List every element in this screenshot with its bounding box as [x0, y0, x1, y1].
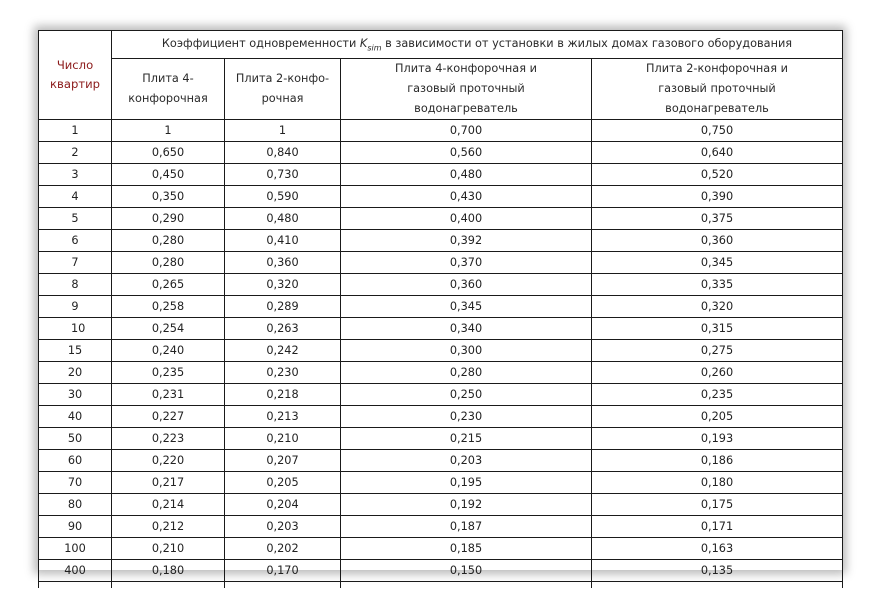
cell-apartments: 80 — [39, 494, 112, 516]
header-col-stove2-heater: Плита 2-конфорочная и газовый проточный водонагреватель — [592, 59, 843, 120]
cell-stove2: 0,202 — [225, 538, 341, 560]
table-row — [39, 252, 843, 274]
table-row — [39, 450, 843, 472]
table-row — [39, 362, 843, 384]
cell-stove2: 0,170 — [225, 560, 341, 582]
cell-stove2: 0,242 — [225, 340, 341, 362]
cell-stove2: 0,410 — [225, 230, 341, 252]
cell-stove4-heater: 0,250 — [341, 384, 592, 406]
cell-stove4-heater: 0,230 — [341, 406, 592, 428]
header-col-stove2: Плита 2-конфо-рочная — [225, 59, 341, 120]
cell-stove2-heater: 0,186 — [592, 450, 843, 472]
cell-apartments: 7 — [39, 252, 112, 274]
tail-cell — [592, 582, 843, 589]
header-title-before: Коэффициент одновременности — [161, 36, 360, 50]
cell-stove2-heater: 0,520 — [592, 164, 843, 186]
cell-stove4: 0,450 — [112, 164, 225, 186]
cell-apartments: 40 — [39, 406, 112, 428]
cell-apartments: 20 — [39, 362, 112, 384]
cell-apartments: 4 — [39, 186, 112, 208]
cell-apartments: 2 — [39, 142, 112, 164]
table-row — [39, 164, 843, 186]
table-row — [39, 186, 843, 208]
tail-cell — [225, 582, 341, 589]
cell-stove2-heater: 0,320 — [592, 296, 843, 318]
table-row — [39, 516, 843, 538]
cell-stove2-heater: 0,163 — [592, 538, 843, 560]
cell-stove2-heater: 0,375 — [592, 208, 843, 230]
cell-stove2-heater: 0,175 — [592, 494, 843, 516]
cell-apartments: 100 — [39, 538, 112, 560]
cell-stove4: 0,231 — [112, 384, 225, 406]
cell-stove4: 1 — [112, 120, 225, 142]
header-col-stove4: Плита 4-конфорочная — [112, 59, 225, 120]
cell-stove4: 0,280 — [112, 230, 225, 252]
cell-apartments: 5 — [39, 208, 112, 230]
cell-stove4: 0,254 — [112, 318, 225, 340]
table-card — [38, 30, 842, 577]
tail-cell — [39, 582, 112, 589]
cell-apartments: 400 — [39, 560, 112, 582]
cell-stove4: 0,265 — [112, 274, 225, 296]
cell-stove4-heater: 0,560 — [341, 142, 592, 164]
cell-stove2-heater: 0,390 — [592, 186, 843, 208]
table-row — [39, 384, 843, 406]
table-row — [39, 208, 843, 230]
cell-stove2: 0,218 — [225, 384, 341, 406]
cell-apartments: 15 — [39, 340, 112, 362]
cell-stove2: 0,204 — [225, 494, 341, 516]
cell-apartments: 1 — [39, 120, 112, 142]
cell-stove4-heater: 0,187 — [341, 516, 592, 538]
table-body — [39, 120, 843, 589]
cell-stove2: 0,207 — [225, 450, 341, 472]
cell-stove4: 0,214 — [112, 494, 225, 516]
cell-apartments: 8 — [39, 274, 112, 296]
cell-stove4-heater: 0,195 — [341, 472, 592, 494]
cell-apartments: 3 — [39, 164, 112, 186]
cell-stove2-heater: 0,345 — [592, 252, 843, 274]
cell-apartments: 30 — [39, 384, 112, 406]
cell-stove4-heater: 0,430 — [341, 186, 592, 208]
header-col-stove4-heater: Плита 4-конфорочная и газовый проточный водонагреватель — [341, 59, 592, 120]
table-row — [39, 340, 843, 362]
cell-stove2: 0,205 — [225, 472, 341, 494]
cell-stove2: 0,213 — [225, 406, 341, 428]
table-row — [39, 230, 843, 252]
cell-stove2: 1 — [225, 120, 341, 142]
cell-stove2: 0,480 — [225, 208, 341, 230]
cell-apartments: 6 — [39, 230, 112, 252]
cell-stove4-heater: 0,185 — [341, 538, 592, 560]
cell-stove2: 0,840 — [225, 142, 341, 164]
cell-stove4-heater: 0,345 — [341, 296, 592, 318]
cell-stove4-heater: 0,480 — [341, 164, 592, 186]
cell-stove4-heater: 0,280 — [341, 362, 592, 384]
cell-stove4: 0,258 — [112, 296, 225, 318]
cell-stove4-heater: 0,370 — [341, 252, 592, 274]
cell-stove2-heater: 0,260 — [592, 362, 843, 384]
cell-stove4-heater: 0,400 — [341, 208, 592, 230]
cell-stove2-heater: 0,640 — [592, 142, 843, 164]
cell-stove2: 0,730 — [225, 164, 341, 186]
table-row — [39, 406, 843, 428]
table-row — [39, 318, 843, 340]
cell-stove2-heater: 0,750 — [592, 120, 843, 142]
cell-stove4: 0,235 — [112, 362, 225, 384]
table-row — [39, 538, 843, 560]
cell-stove4: 0,227 — [112, 406, 225, 428]
cell-stove4: 0,217 — [112, 472, 225, 494]
cell-stove2: 0,210 — [225, 428, 341, 450]
cell-stove2-heater: 0,205 — [592, 406, 843, 428]
cell-stove2-heater: 0,171 — [592, 516, 843, 538]
cell-stove2-heater: 0,180 — [592, 472, 843, 494]
cell-apartments: 60 — [39, 450, 112, 472]
cell-stove4-heater: 0,300 — [341, 340, 592, 362]
cell-stove2-heater: 0,235 — [592, 384, 843, 406]
cell-stove2: 0,263 — [225, 318, 341, 340]
tail-cell — [112, 582, 225, 589]
cell-apartments: 90 — [39, 516, 112, 538]
tail-cell — [341, 582, 592, 589]
cell-stove4: 0,210 — [112, 538, 225, 560]
cell-stove2: 0,360 — [225, 252, 341, 274]
cell-stove2: 0,590 — [225, 186, 341, 208]
cell-stove4: 0,290 — [112, 208, 225, 230]
cell-apartments: 50 — [39, 428, 112, 450]
cell-apartments: 9 — [39, 296, 112, 318]
table-row — [39, 274, 843, 296]
cell-stove4: 0,223 — [112, 428, 225, 450]
cell-stove4: 0,180 — [112, 560, 225, 582]
cell-stove4: 0,280 — [112, 252, 225, 274]
cell-stove2: 0,203 — [225, 516, 341, 538]
cell-stove4-heater: 0,360 — [341, 274, 592, 296]
cell-stove2-heater: 0,135 — [592, 560, 843, 582]
cell-stove2-heater: 0,193 — [592, 428, 843, 450]
table-tail-row — [39, 582, 843, 589]
cell-stove4: 0,220 — [112, 450, 225, 472]
cell-stove4-heater: 0,215 — [341, 428, 592, 450]
table-row — [39, 428, 843, 450]
header-title-subscript: sim — [367, 43, 382, 53]
cell-stove2: 0,320 — [225, 274, 341, 296]
cell-stove4: 0,212 — [112, 516, 225, 538]
cell-stove4-heater: 0,192 — [341, 494, 592, 516]
cell-apartments: 70 — [39, 472, 112, 494]
cell-stove2: 0,230 — [225, 362, 341, 384]
cell-stove4-heater: 0,150 — [341, 560, 592, 582]
cell-stove4-heater: 0,700 — [341, 120, 592, 142]
table-row — [39, 296, 843, 318]
table-row — [39, 494, 843, 516]
header-title-after: в зависимости от установки в жилых домах газового оборудования — [381, 36, 793, 50]
cell-stove2-heater: 0,360 — [592, 230, 843, 252]
table-row — [39, 142, 843, 164]
cell-stove2-heater: 0,315 — [592, 318, 843, 340]
header-title-symbol: K — [359, 36, 368, 50]
coefficient-table — [38, 30, 843, 588]
table-row — [39, 560, 843, 582]
table-row — [39, 120, 843, 142]
cell-stove2: 0,289 — [225, 296, 341, 318]
header-apartments-count: Число квартир — [39, 31, 112, 120]
cell-stove4-heater: 0,340 — [341, 318, 592, 340]
header-title — [112, 31, 843, 59]
table-row — [39, 472, 843, 494]
cell-stove2-heater: 0,275 — [592, 340, 843, 362]
cell-stove4: 0,240 — [112, 340, 225, 362]
cell-stove4-heater: 0,203 — [341, 450, 592, 472]
cell-apartments: 10 — [39, 318, 112, 340]
cell-stove4: 0,350 — [112, 186, 225, 208]
cell-stove2-heater: 0,335 — [592, 274, 843, 296]
cell-stove4: 0,650 — [112, 142, 225, 164]
cell-stove4-heater: 0,392 — [341, 230, 592, 252]
